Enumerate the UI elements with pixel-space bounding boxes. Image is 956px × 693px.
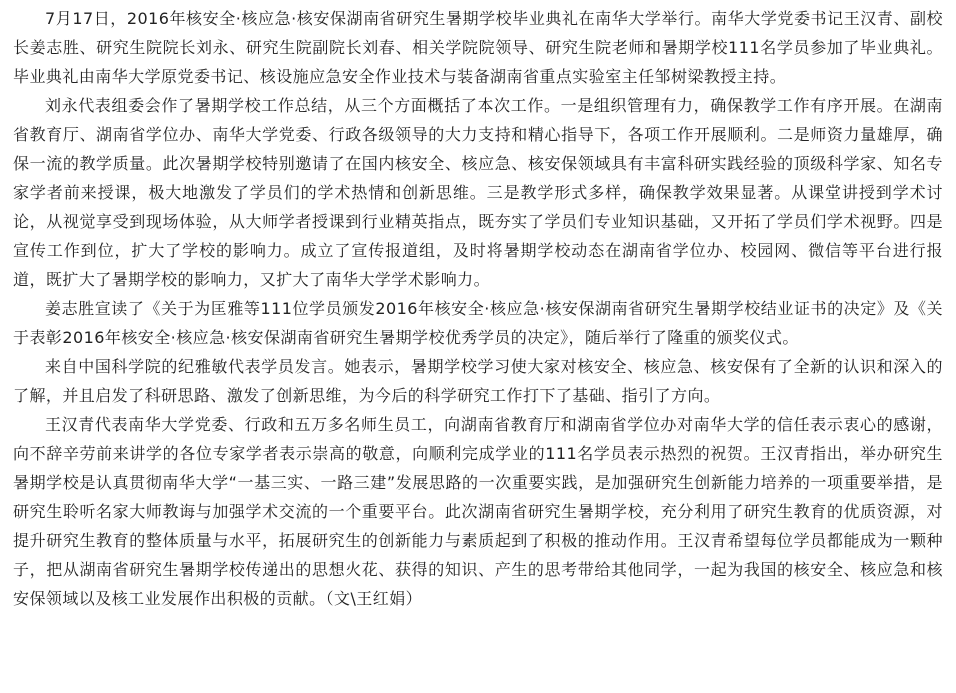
paragraph-certificates: 姜志胜宣读了《关于为匡雅等111位学员颁发2016年核安全·核应急·核安保湖南省研究生暑期学校结业证书的决定》及《关于表彰2016年核安全·核应急·核安保湖南省研究生暑期学校优秀学员的决定》，随后举行了隆重的颁奖仪式。 bbox=[13, 299, 943, 347]
paragraph-student-speech: 来自中国科学院的纪雅敏代表学员发言。她表示，暑期学校学习使大家对核安全、核应急、核安保有了全新的认识和深入的了解，并且启发了科研思路、激发了创新思维，为今后的科学研究工作打下了基础、指引了方向。 bbox=[13, 357, 943, 405]
article-body bbox=[13, 4, 943, 613]
paragraph-closing-speech: 王汉青代表南华大学党委、行政和五万多名师生员工，向湖南省教育厅和湖南省学位办对南华大学的信任表示衷心的感谢，向不辞辛劳前来讲学的各位专家学者表示崇高的敬意，向顺利完成学业的111名学员表示热烈的祝贺。王汉青指出，举办研究生暑期学校是认真贯彻南华大学“一基三实、一路三建”发展思路的一次重要实践，是加强研究生创新能力培养的一项重要举措，是研究生聆听名家大师教诲与加强学术交流的一个重要平台。此次湖南省研究生暑期学校，充分利用了研究生教育的优质资源，对提升研究生教育的整体质量与水平，拓展研究生的创新能力与素质起到了积极的推动作用。王汉青希望每位学员都能成为一颗种子，把从湖南省研究生暑期学校传递出的思想火花、获得的知识、产生的思考带给其他同学，一起为我国的核安全、核应急和核安保领域以及核工业发展作出积极的贡献。（文\王红娟） bbox=[13, 415, 943, 608]
paragraph-ceremony-intro: 7月17日，2016年核安全·核应急·核安保湖南省研究生暑期学校毕业典礼在南华大学举行。南华大学党委书记王汉青、副校长姜志胜、研究生院院长刘永、研究生院副院长刘春、相关学院院领导、研究生院老师和暑期学校111名学员参加了毕业典礼。毕业典礼由南华大学原党委书记、核设施应急安全作业技术与装备湖南省重点实验室主任邹树梁教授主持。 bbox=[13, 9, 943, 86]
paragraph-work-summary: 刘永代表组委会作了暑期学校工作总结，从三个方面概括了本次工作。一是组织管理有力，确保教学工作有序开展。在湖南省教育厅、湖南省学位办、南华大学党委、行政各级领导的大力支持和精心指导下，各项工作开展顺利。二是师资力量雄厚，确保一流的教学质量。此次暑期学校特别邀请了在国内核安全、核应急、核安保领域具有丰富科研实践经验的顶级科学家、知名专家学者前来授课，极大地激发了学员们的学术热情和创新思维。三是教学形式多样，确保教学效果显著。从课堂讲授到学术讨论，从视觉享受到现场体验，从大师学者授课到行业精英指点，既夯实了学员们专业知识基础，又开拓了学员们学术视野。四是宣传工作到位，扩大了学校的影响力。成立了宣传报道组，及时将暑期学校动态在湖南省学位办、校园网、微信等平台进行报道，既扩大了暑期学校的影响力，又扩大了南华大学学术影响力。 bbox=[13, 96, 943, 289]
